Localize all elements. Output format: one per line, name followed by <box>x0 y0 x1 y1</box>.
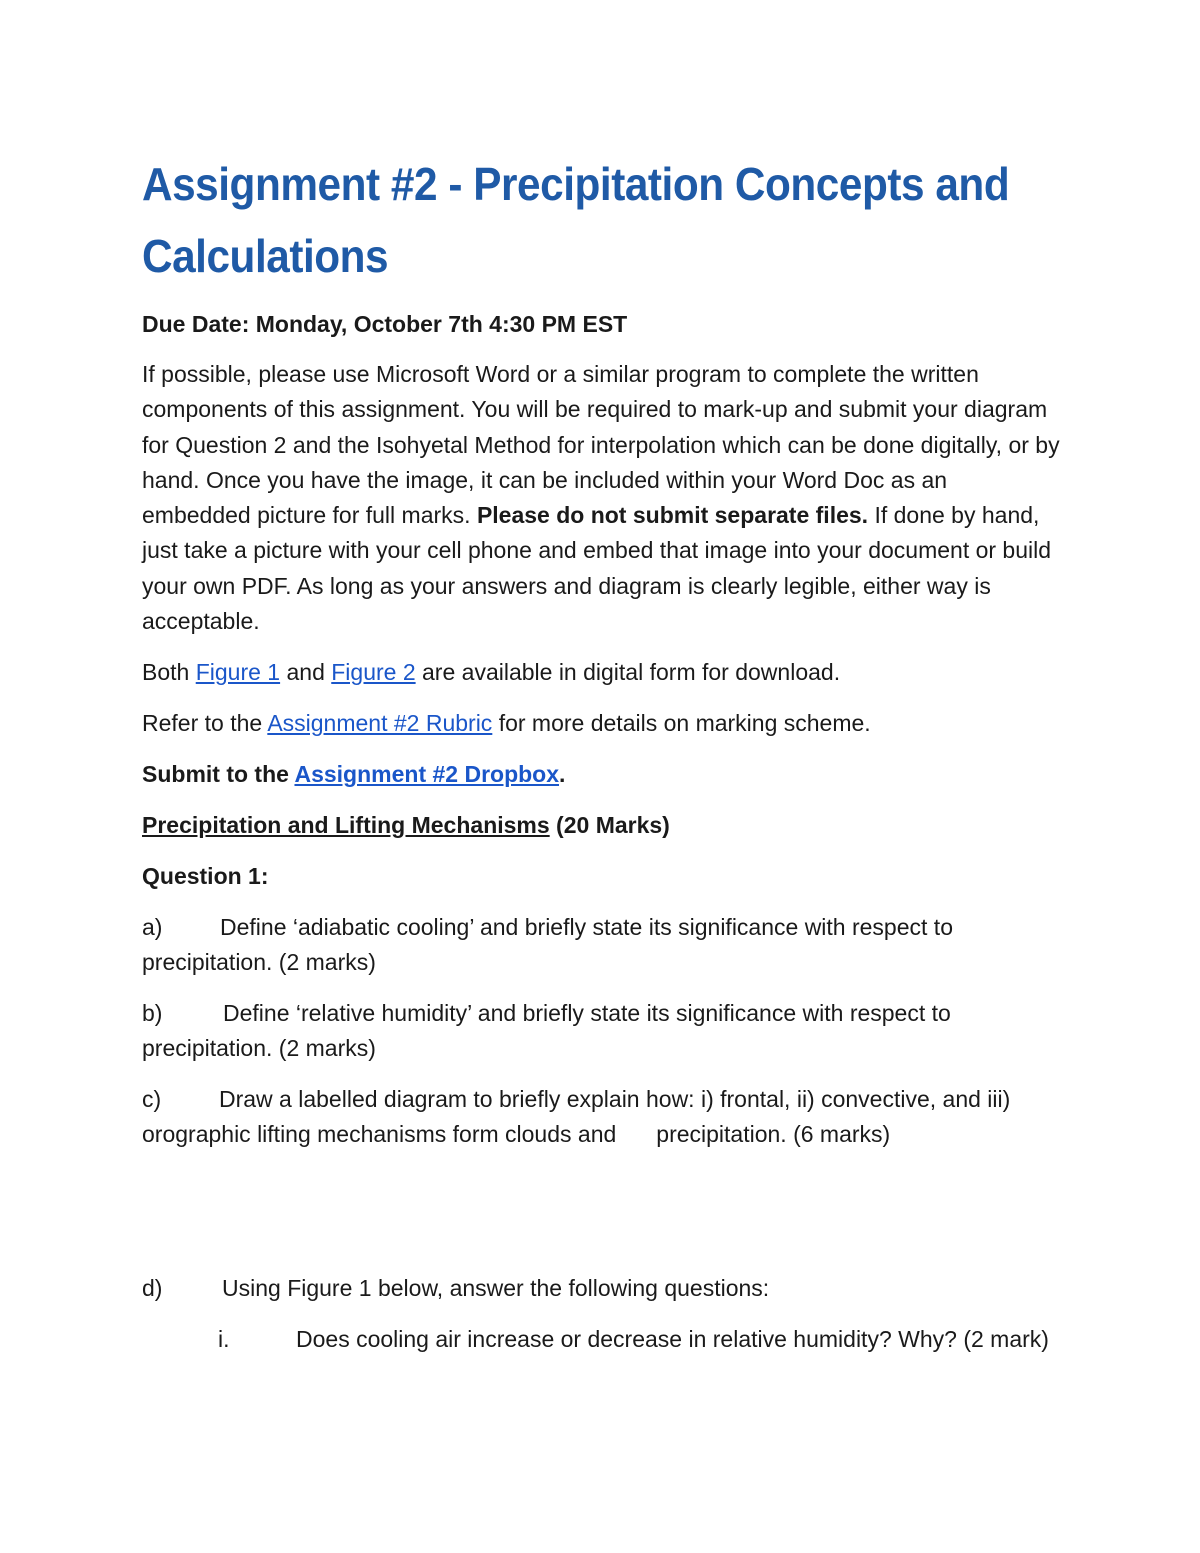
item-d-i-text: Does cooling air increase or decrease in relative humidity? Why? (2 mark) <box>296 1326 1049 1352</box>
item-c-text-2: precipitation. (6 marks) <box>656 1121 891 1148</box>
rubric-link[interactable]: Assignment #2 Rubric <box>267 710 493 736</box>
item-d-i-label: i. <box>218 1326 230 1352</box>
section-marks: (20 Marks) <box>549 812 670 838</box>
item-d-label: d) <box>142 1275 163 1301</box>
figures-line <box>142 655 1062 690</box>
figures-before: Both <box>142 659 196 685</box>
item-b <box>142 996 1062 1067</box>
figure-2-link[interactable]: Figure 2 <box>331 659 416 685</box>
item-a <box>142 910 1062 981</box>
submit-after: . <box>559 761 566 787</box>
due-date: Due Date: Monday, October 7th 4:30 PM EST <box>142 311 628 337</box>
figures-after: are available in digital form for download. <box>415 659 841 685</box>
figures-mid: and <box>280 659 332 685</box>
item-c-text-1: Draw a labelled diagram to briefly explain how: i) frontal, ii) convective, and iii) orographic lifting mechanisms form clouds and <box>142 1086 1011 1148</box>
intro-paragraph <box>142 357 1062 639</box>
item-b-label: b) <box>142 1000 163 1026</box>
item-a-text: Define ‘adiabatic cooling’ and briefly state its significance with respect to precipitation. (2 marks) <box>142 914 953 976</box>
item-d-i <box>142 1322 1062 1357</box>
item-c <box>142 1082 1062 1153</box>
page-title: Assignment #2 - Precipitation Concepts and Calculations <box>142 158 1010 282</box>
item-c-label: c) <box>142 1086 162 1112</box>
item-d-text: Using Figure 1 below, answer the following questions: <box>222 1275 770 1301</box>
rubric-before: Refer to the <box>142 710 268 736</box>
question-1-heading: Question 1: <box>142 863 269 889</box>
intro-bold-warning: Please do not submit separate files. <box>476 502 869 529</box>
submit-line <box>142 757 1062 792</box>
item-b-text: Define ‘relative humidity’ and briefly state its significance with respect to precipitation. (2 marks) <box>142 1000 951 1062</box>
rubric-line <box>142 706 1062 741</box>
item-d <box>142 1271 1062 1306</box>
dropbox-link[interactable]: Assignment #2 Dropbox <box>294 761 560 787</box>
figure-1-link[interactable]: Figure 1 <box>195 659 281 685</box>
submit-before: Submit to the <box>142 761 295 787</box>
intro-text-2: If done by hand, just take a picture with your cell phone and embed that image into your document or build your own PDF. As long as your answers and diagram is clearly legible, either way is acceptable. <box>142 502 1052 635</box>
section-title: Precipitation and Lifting Mechanisms <box>142 812 550 838</box>
rubric-after: for more details on marking scheme. <box>492 710 871 736</box>
section-heading <box>142 808 1062 843</box>
item-a-label: a) <box>142 914 163 940</box>
intro-text-1: If possible, please use Microsoft Word or a similar program to complete the written components of this assignment. You will be required to mark-up and submit your diagram for Question 2 and the Isohyetal Method for interpolation which can be done digitally, or by hand. Once you have the image, it can be included within your Word Doc as an embedded picture for full marks. <box>142 361 1060 529</box>
